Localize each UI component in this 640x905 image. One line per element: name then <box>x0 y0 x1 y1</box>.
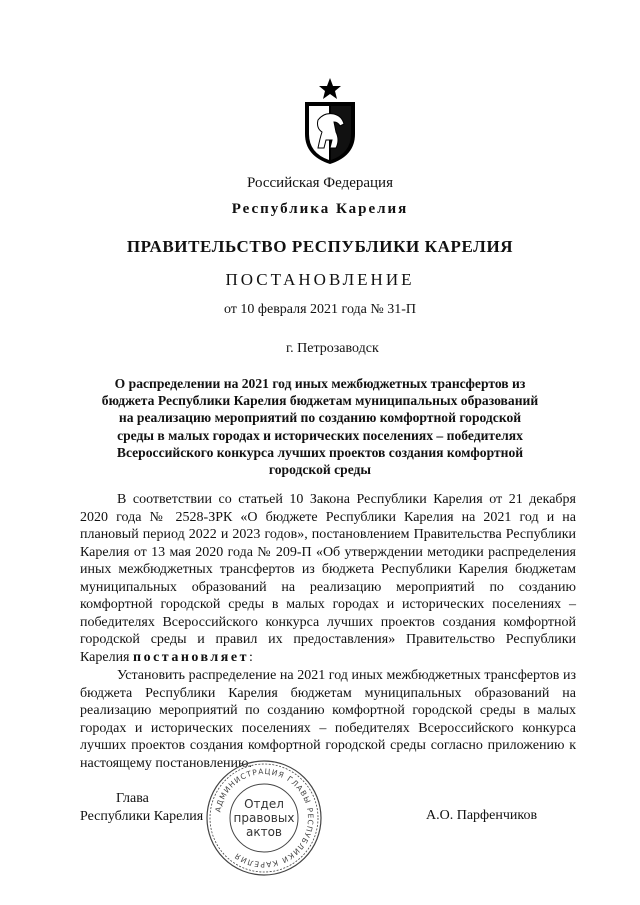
signature-title-line-2: Республики Карелия <box>80 809 204 824</box>
document-title: О распределении на 2021 год иных межбюджетных трансфертов из бюджета Республики Карелия бюджетам муниципальных образований на реализацию мероприятий по созданию комфортной городской среды в малых городах и исторических поселениях – победителях Всероссийского конкурса лучших проектов создания комфортной городской среды <box>101 376 539 478</box>
city-label: г. Петрозаводск <box>286 341 379 356</box>
body-paragraph-2: Установить распределение на 2021 год иных межбюджетных трансфертов из бюджета Республики Карелия бюджетам муниципальных образований на реализацию мероприятий по созданию комфортной городской среды в малых городах и исторических поселениях – победителях Всероссийского конкурса лучших проектов создания комфортной городской среды согласно приложению к настоящему постановлению. <box>80 668 576 771</box>
resolves-word: постановляет <box>133 649 249 665</box>
official-stamp <box>204 758 324 878</box>
body-paragraph-1 <box>80 491 576 666</box>
republic-heading: Республика Карелия <box>231 201 409 217</box>
government-heading: ПРАВИТЕЛЬСТВО РЕСПУБЛИКИ КАРЕЛИЯ <box>126 237 514 256</box>
paragraph-1-text: В соответствии со статьей 10 Закона Республики Карелия от 21 декабря 2020 года № 2528-ЗРК «О бюджете Республики Карелия на 2021 год и на плановый период 2022 и 2023 годов», постановлением Правительства Республики Карелия от 13 мая 2020 года № 209-П «Об утверждении методики распределения иных межбюджетных трансфертов из бюджета Республики Карелия бюджетам муниципальных образований на реализацию мероприятий по созданию комфортной городской среды в малых городах и исторических поселениях – победителях Всероссийского конкурса лучших проектов создания комфортной городской среды и правил их предоставления» Правительство Республики Карелия <box>80 492 576 665</box>
document-type-heading: ПОСТАНОВЛЕНИЕ <box>225 270 415 289</box>
stamp-line-1: Отдел <box>244 797 284 811</box>
stamp-line-2: правовых <box>233 811 295 825</box>
signature-title-line-1: Глава <box>116 791 149 806</box>
stamp-ring-text: АДМИНИСТРАЦИЯ ГЛАВЫ РЕСПУБЛИКИ КАРЕЛИЯ <box>213 766 316 870</box>
coat-of-arms-icon <box>300 76 360 166</box>
country-heading: Российская Федерация <box>247 175 393 191</box>
resolves-colon: : <box>248 649 253 665</box>
signature-title <box>80 790 203 826</box>
signatory-name: А.О. Парфенчиков <box>426 808 538 823</box>
date-and-number: от 10 февраля 2021 года № 31-П <box>223 302 417 317</box>
stamp-line-3: актов <box>245 825 283 839</box>
